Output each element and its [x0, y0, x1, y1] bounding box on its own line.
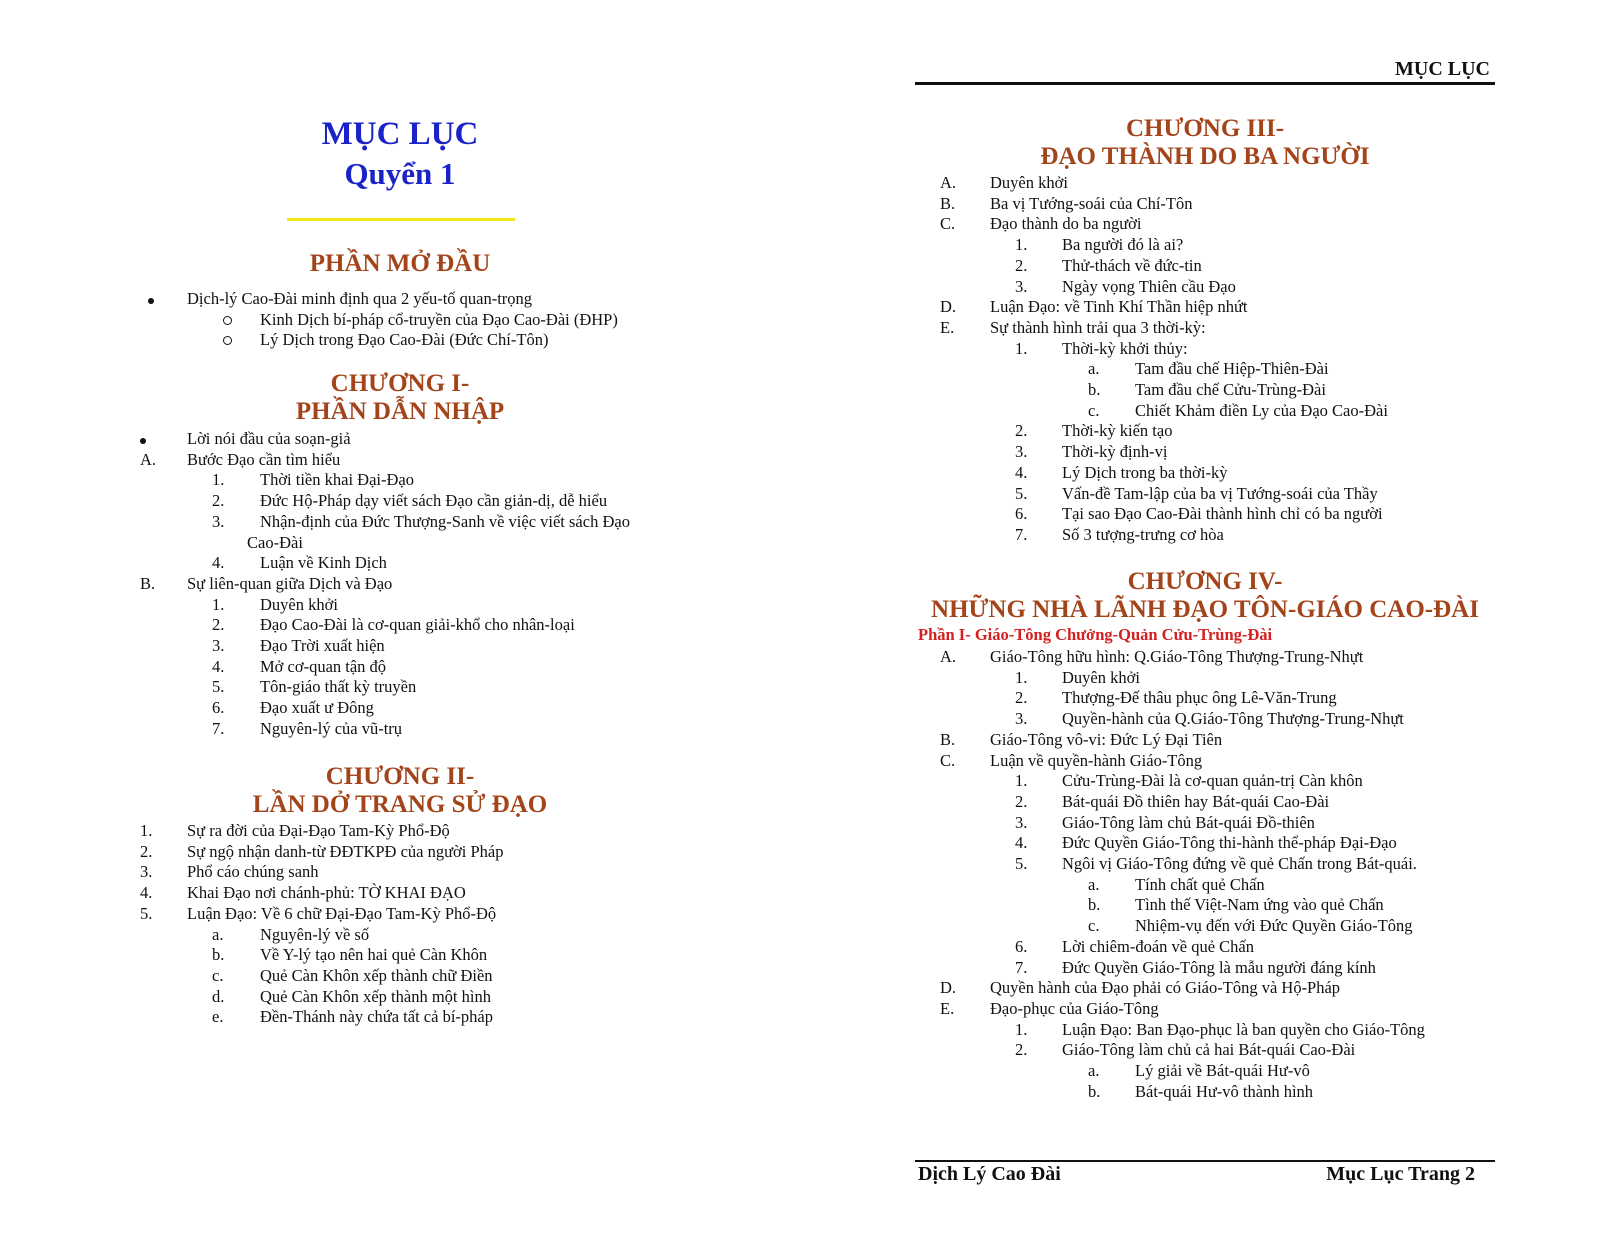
entry-marker: c.: [212, 965, 224, 985]
entry-title: Lý Dịch trong Đạo Cao-Đài (Đức Chí-Tôn): [260, 330, 549, 350]
entry-title: Đạo-phục của Giáo-Tông: [990, 998, 1159, 1018]
entry-title: Nhận-định của Đức Thượng-Sanh về việc viết sách Đạo: [260, 511, 630, 531]
entry-marker: 2.: [212, 615, 225, 635]
entry-marker: 1.: [1015, 235, 1028, 255]
toc-entry[interactable]: [0, 213, 1600, 234]
entry-title: Quẻ Càn Khôn xếp thành một hình: [260, 986, 491, 1006]
toc-entry[interactable]: [0, 234, 1600, 255]
volume-subtitle: Quyển 1: [344, 156, 456, 191]
entry-marker: 7.: [1015, 524, 1028, 544]
entry-title: Đạo Trời xuất hiện: [260, 636, 385, 655]
entry-title: Nguyên-lý về số: [260, 924, 370, 944]
entry-marker: E.: [940, 317, 955, 337]
entry-marker: 1.: [212, 594, 225, 614]
entry-title: Vấn-đề Tam-lập của ba vị Tướng-soái của Thầy: [1062, 483, 1378, 503]
entry-title: Đức Hộ-Pháp dạy viết sách Đạo cần giản-dị, dễ hiểu: [260, 491, 608, 511]
toc-entry[interactable]: [0, 296, 1600, 317]
entry-marker: 5.: [140, 903, 153, 923]
entry-marker: B.: [940, 193, 956, 213]
toc-entry[interactable]: [0, 524, 1600, 545]
entry-marker: 2.: [1015, 255, 1028, 275]
entry-marker: 1.: [212, 470, 225, 490]
entry-title: Tình thế Việt-Nam ứng vào quẻ Chấn: [1135, 895, 1384, 915]
entry-title: Về Y-lý tạo nên hai quẻ Càn Khôn: [260, 945, 488, 965]
entry-marker: 2.: [1015, 1040, 1028, 1060]
entry-title: Quyền-hành của Q.Giáo-Tông Thượng-Trung-Nhựt: [1062, 709, 1404, 729]
entry-title: Duyên khởi: [1062, 667, 1140, 687]
entry-title: Lời chiêm-đoán về quẻ Chấn: [1062, 936, 1254, 956]
entry-marker: e.: [212, 1007, 224, 1027]
entry-marker: 3.: [140, 862, 153, 882]
entry-title: Thượng-Đế thâu phục ông Lê-Văn-Trung: [1062, 688, 1337, 708]
entry-title: Lời nói đầu của soạn-giả: [187, 429, 351, 448]
entry-title: Thời-kỳ kiến tạo: [1062, 421, 1173, 441]
entry-title: Ba vị Tướng-soái của Chí-Tôn: [990, 193, 1193, 213]
entry-title: Nhiệm-vụ đến với Đức Quyền Giáo-Tông: [1135, 916, 1413, 936]
chapter-heading-line: CHƯƠNG IV-: [1127, 568, 1283, 595]
entry-marker: 2.: [1015, 421, 1028, 441]
entry-title: Tôn-giáo thất kỳ truyền: [260, 677, 417, 697]
toc-entry[interactable]: [0, 936, 1600, 957]
entry-title: Tại sao Đạo Cao-Đài thành hình chỉ có ba người: [1062, 504, 1383, 524]
entry-marker: 4.: [1015, 833, 1028, 853]
entry-marker: 4.: [212, 553, 225, 573]
chapter-heading-line: PHẦN MỞ ĐẦU: [309, 250, 491, 277]
toc-entry[interactable]: [0, 1060, 1600, 1081]
toc-entry[interactable]: [0, 832, 1600, 853]
toc-entry[interactable]: [0, 687, 1600, 708]
toc-entry[interactable]: [0, 812, 1600, 833]
entry-title: Sự thành hình trải qua 3 thời-kỳ:: [990, 317, 1206, 337]
toc-entry[interactable]: [0, 255, 1600, 276]
entry-marker: E.: [940, 998, 955, 1018]
entry-marker: 2.: [1015, 791, 1028, 811]
toc-entry[interactable]: [0, 998, 1600, 1019]
toc-entry[interactable]: [0, 708, 1600, 729]
toc-entry[interactable]: [0, 441, 1600, 462]
entry-marker: c.: [1088, 400, 1100, 420]
toc-entry[interactable]: [0, 379, 1600, 400]
entry-marker: 6.: [1015, 936, 1028, 956]
entry-marker: D.: [940, 978, 957, 998]
entry-title: Duyên khởi: [260, 594, 338, 614]
toc-entry[interactable]: [0, 874, 1600, 895]
entry-title: Thử-thách về đức-tin: [1062, 255, 1202, 275]
toc-entry[interactable]: [0, 1039, 1600, 1060]
entry-marker: A.: [140, 449, 157, 469]
toc-entry[interactable]: [0, 400, 1600, 421]
toc-entry[interactable]: [0, 503, 1600, 524]
entry-title: Quẻ Càn Khôn xếp thành chữ Điền: [260, 965, 493, 985]
entry-marker: D.: [940, 297, 957, 317]
toc-entry[interactable]: [0, 172, 1600, 193]
entry-marker: c.: [1088, 916, 1100, 936]
entry-title: Số 3 tượng-trưng cơ hòa: [1062, 524, 1224, 544]
entry-marker: 5.: [212, 677, 225, 697]
entry-marker: 7.: [1015, 957, 1028, 977]
entry-marker: a.: [212, 924, 224, 944]
entry-title: Phổ cáo chúng sanh: [187, 862, 319, 882]
entry-marker: A.: [940, 173, 957, 192]
entry-marker: 1.: [1015, 1019, 1028, 1039]
toc-entry[interactable]: [0, 646, 1600, 667]
entry-marker: A.: [940, 647, 957, 666]
entry-marker: 3.: [212, 511, 225, 531]
toc-entry[interactable]: [0, 1081, 1600, 1102]
entry-marker: 3.: [212, 636, 225, 655]
entry-marker: d.: [212, 986, 225, 1006]
entry-marker: 2.: [1015, 688, 1028, 708]
entry-marker: 4.: [212, 656, 225, 676]
toc-entry[interactable]: [0, 1019, 1600, 1040]
entry-title: Lý Dịch trong ba thời-kỳ: [1062, 462, 1228, 482]
entry-title: Sự ngộ nhận danh-từ ĐĐTKPĐ của người Pháp: [187, 841, 504, 861]
entry-marker: 5.: [1015, 483, 1028, 503]
entry-title: Luận Đạo: Ban Đạo-phục là ban quyền cho Giáo-Tông: [1062, 1019, 1425, 1039]
entry-marker: 1.: [1015, 771, 1028, 791]
entry-title: Đức Quyền Giáo-Tông thi-hành thể-pháp Đại-Đạo: [1062, 833, 1397, 853]
entry-title: Sự ra đời của Đại-Đạo Tam-Kỳ Phổ-Độ: [187, 821, 450, 840]
entry-marker: a.: [1088, 359, 1100, 379]
entry-title: Tính chất quẻ Chấn: [1135, 874, 1265, 894]
entry-marker: 1.: [1015, 667, 1028, 687]
entry-title: Khai Đạo nơi chánh-phủ: TỜ KHAI ĐẠO: [187, 883, 466, 903]
toc-entry[interactable]: [0, 420, 1600, 441]
entry-marker: 2.: [140, 841, 153, 861]
entry-marker: b.: [1088, 380, 1101, 399]
chapter-heading-line: CHƯƠNG I-: [330, 370, 470, 397]
chapter-heading-line: CHƯƠNG II-: [325, 763, 475, 790]
toc-entry[interactable]: [0, 193, 1600, 214]
chapter-heading-line: ĐẠO THÀNH DO BA NGƯỜI: [1040, 143, 1370, 170]
entry-title: Luận Đạo: Về 6 chữ Đại-Đạo Tam-Kỳ Phổ-Độ: [187, 903, 497, 923]
entry-marker: b.: [1088, 1081, 1101, 1101]
toc-entry[interactable]: [0, 957, 1600, 978]
entry-title: Giáo-Tông hữu hình: Q.Giáo-Tông Thượng-Trung-Nhựt: [990, 647, 1364, 666]
toc-entry[interactable]: [0, 338, 1600, 359]
entry-title: Ngày vọng Thiên cầu Đạo: [1062, 276, 1236, 296]
entry-marker: b.: [1088, 895, 1101, 915]
entry-title: Quyền hành của Đạo phải có Giáo-Tông và Hộ-Pháp: [990, 978, 1341, 998]
entry-marker: 3.: [1015, 276, 1028, 296]
entry-title: Duyên khởi: [990, 173, 1068, 192]
entry-marker: a.: [1088, 874, 1100, 894]
entry-title: Đền-Thánh này chứa tất cả bí-pháp: [260, 1007, 493, 1027]
entry-title: Kinh Dịch bí-pháp cổ-truyền của Đạo Cao-Đài (ĐHP): [260, 309, 618, 329]
toc-entry[interactable]: [0, 667, 1600, 688]
entry-marker: 7.: [212, 718, 225, 738]
entry-title: Đạo Cao-Đài là cơ-quan giải-khổ cho nhân-loại: [260, 615, 575, 635]
toc-entry[interactable]: [0, 853, 1600, 874]
toc-entry[interactable]: [0, 977, 1600, 998]
entry-marker: C.: [940, 214, 956, 234]
entry-title: Thời-kỳ định-vị: [1062, 442, 1168, 462]
toc-entry[interactable]: [0, 791, 1600, 812]
entry-marker: 5.: [1015, 854, 1028, 873]
entry-marker: b.: [212, 945, 225, 965]
entry-title: Lý giải về Bát-quái Hư-vô: [1135, 1061, 1310, 1080]
footer-page-label: Mục Lục Trang 2: [1326, 1163, 1475, 1185]
entry-title: Bát-quái Hư-vô thành hình: [1135, 1081, 1314, 1101]
entry-title: Dịch-lý Cao-Đài minh định qua 2 yếu-tố quan-trọng: [187, 289, 533, 308]
entry-title: Mở cơ-quan tận độ: [260, 656, 387, 676]
entry-marker: B.: [940, 729, 956, 749]
entry-title: Nguyên-lý của vũ-trụ: [260, 718, 403, 738]
entry-marker: 3.: [1015, 442, 1028, 462]
entry-marker: B.: [140, 573, 156, 593]
chapter-heading-line: NHỮNG NHÀ LÃNH ĐẠO TÔN-GIÁO CAO-ĐÀI: [931, 596, 1479, 623]
entry-title: Cao-Đài: [247, 532, 303, 552]
entry-title: Luận về Kinh Dịch: [260, 553, 387, 573]
entry-title: Bước Đạo cần tìm hiểu: [187, 449, 341, 469]
entry-marker: 4.: [140, 883, 153, 903]
entry-title: Đạo xuất ư Đông: [260, 698, 374, 718]
footer-book-title: Dịch Lý Cao Đài: [918, 1163, 1061, 1185]
entry-title: Tam đầu chế Cửu-Trùng-Đài: [1135, 380, 1326, 399]
entry-title: Giáo-Tông làm chủ cả hai Bát-quái Cao-Đài: [1062, 1040, 1356, 1060]
toc-entry[interactable]: [0, 915, 1600, 936]
entry-marker: 6.: [212, 698, 225, 718]
entry-marker: 1.: [140, 821, 153, 840]
entry-marker: 3.: [1015, 812, 1028, 832]
entry-title: Đức Quyền Giáo-Tông là mẫu người đáng kính: [1062, 957, 1376, 977]
chapter-heading-line: CHƯƠNG III-: [1125, 115, 1285, 142]
entry-title: Tam đầu chế Hiệp-Thiên-Đài: [1135, 359, 1329, 379]
running-header: MỤC LỤC: [1395, 58, 1490, 80]
footer-rule: [915, 1160, 1495, 1162]
entry-marker: 2.: [212, 491, 225, 511]
chapter-heading: [805, 115, 1600, 171]
entry-title: Ba người đó là ai?: [1062, 235, 1184, 255]
header-rule: [915, 82, 1495, 85]
entry-title: Thời tiền khai Đại-Đạo: [260, 470, 414, 490]
entry-title: Giáo-Tông vô-vi: Đức Lý Đại Tiên: [990, 729, 1223, 749]
entry-marker: 6.: [1015, 504, 1028, 524]
entry-title: Luận về quyền-hành Giáo-Tông: [990, 750, 1203, 770]
entry-title: Bát-quái Đồ thiên hay Bát-quái Cao-Đài: [1062, 791, 1330, 811]
chapter-heading-line: PHẦN DẪN NHẬP: [295, 398, 505, 425]
entry-marker: 3.: [1015, 709, 1028, 729]
entry-title: Giáo-Tông làm chủ Bát-quái Đồ-thiên: [1062, 812, 1315, 832]
toc-entry[interactable]: [0, 358, 1600, 379]
toc-entry[interactable]: [0, 729, 1600, 750]
toc-entry[interactable]: [0, 462, 1600, 483]
entry-title: Ngôi vị Giáo-Tông đứng về quẻ Chấn trong Bát-quái.: [1062, 854, 1417, 873]
entry-title: Sự liên-quan giữa Dịch và Đạo: [187, 573, 393, 593]
toc-entry[interactable]: [0, 770, 1600, 791]
entry-title: Cửu-Trùng-Đài là cơ-quan quản-trị Càn khôn: [1062, 771, 1363, 791]
entry-marker: 4.: [1015, 462, 1028, 482]
entry-title: Thời-kỳ khởi thủy:: [1062, 338, 1188, 358]
entry-marker: C.: [940, 750, 956, 770]
toc-entry[interactable]: [0, 483, 1600, 504]
entry-title: Đạo thành do ba người: [990, 214, 1142, 234]
chapter-heading: [805, 568, 1600, 624]
entry-title: Luận Đạo: về Tinh Khí Thần hiệp nhứt: [990, 297, 1248, 317]
toc-entry[interactable]: [0, 750, 1600, 771]
toc-entry[interactable]: [0, 317, 1600, 338]
toc-title: MỤC LỤC: [321, 116, 479, 152]
entry-title: Chiết Khảm điền Ly của Đạo Cao-Đài: [1135, 400, 1388, 420]
entry-marker: a.: [1088, 1061, 1100, 1080]
entry-marker: 1.: [1015, 338, 1028, 358]
chapter-heading-line: LẦN DỞ TRANG SỬ ĐẠO: [252, 791, 548, 818]
chapter-part-subheading: Phần I- Giáo-Tông Chưởng-Quản Cửu-Trùng-Đài: [918, 625, 1273, 644]
toc-entry[interactable]: [0, 276, 1600, 297]
toc-entry[interactable]: [0, 894, 1600, 915]
